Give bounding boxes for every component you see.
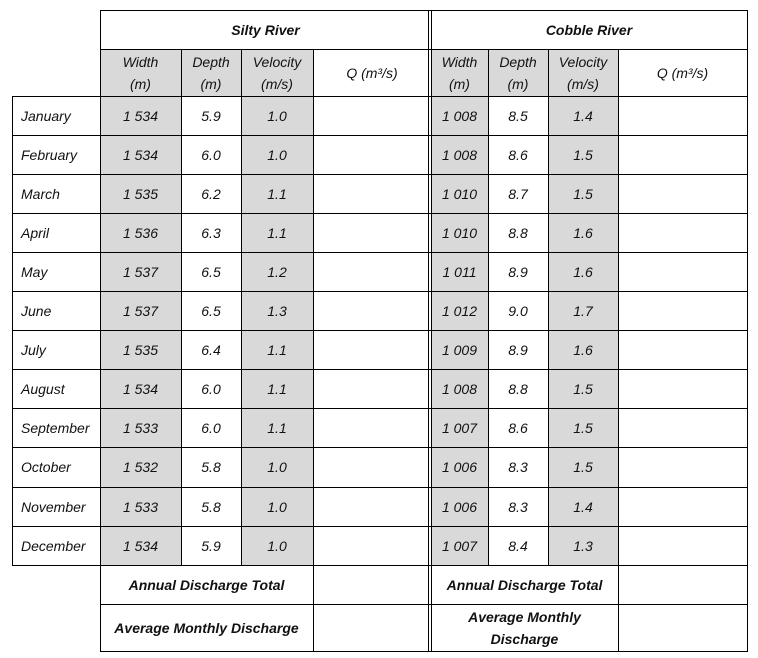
table-cell-depths: 6.0: [201, 380, 221, 397]
table-cell-widths: 1 533: [100, 487, 181, 526]
table-cell-velocities: 1.1: [241, 408, 313, 447]
table-border: [12, 526, 748, 527]
table-border: [12, 96, 13, 566]
table-cell-velocities: 1.3: [548, 526, 618, 565]
table-cell-depths: 5.8: [201, 459, 221, 475]
table-cell-widths: 1 534: [100, 369, 181, 408]
table-cell-q: [313, 369, 431, 408]
table-cell-q: [313, 447, 431, 487]
table-cell-widths: 1 535: [100, 174, 181, 213]
table-border: [12, 291, 748, 292]
table-cell-widths: 1 008: [431, 96, 488, 135]
table-border: [181, 49, 182, 566]
table-cell-depths: 8.6: [508, 146, 528, 163]
table-cell-q: [618, 369, 747, 408]
table-border: [12, 487, 748, 488]
column-header-depth: Depth (m): [181, 49, 241, 96]
table-cell-widths: 1 008: [431, 135, 488, 174]
table-cell-velocities: 1.6: [548, 213, 618, 252]
table-cell-depths: 8.3: [508, 498, 528, 515]
table-border: [488, 49, 489, 566]
annual-discharge-value: [618, 565, 747, 604]
table-cell-velocities: 1.0: [241, 96, 313, 135]
average-discharge-value: [313, 604, 431, 651]
month-label: August: [21, 380, 65, 397]
average-discharge-label: Average Monthly Discharge: [468, 608, 581, 647]
table-border: [12, 252, 748, 253]
table-cell-velocities: 1.0: [241, 526, 313, 565]
table-border: [548, 49, 549, 566]
table-border: [313, 49, 314, 652]
table-cell-velocities: 1.1: [241, 330, 313, 369]
table-cell-depths: 8.8: [508, 224, 528, 241]
table-cell-q: [618, 174, 747, 213]
column-header-q: Q (m³/s): [656, 64, 709, 81]
month-label: June: [21, 302, 52, 319]
table-cell-velocities: 1.4: [548, 487, 618, 526]
table-border: [100, 49, 748, 50]
table-cell-q: [618, 291, 747, 330]
table-cell-velocities: 1.5: [548, 135, 618, 174]
table-cell-widths: 1 006: [431, 487, 488, 526]
month-label: November: [21, 498, 86, 515]
month-label: December: [21, 537, 86, 554]
column-header-width: Width (m): [100, 49, 181, 96]
table-border: [100, 651, 748, 652]
table-border: [618, 49, 619, 652]
table-cell-q: [618, 447, 747, 487]
table-border: [747, 10, 748, 652]
table-cell-widths: 1 007: [431, 526, 488, 565]
table-cell-q: [313, 174, 431, 213]
table-cell-depths: 8.9: [508, 341, 528, 358]
table-cell-velocities: 1.5: [548, 174, 618, 213]
table-cell-velocities: 1.4: [548, 96, 618, 135]
table-cell-q: [618, 96, 747, 135]
month-label: May: [21, 263, 48, 280]
table-cell-depths: 8.8: [508, 380, 528, 397]
month-label: February: [21, 146, 78, 163]
table-cell-widths: 1 008: [431, 369, 488, 408]
month-label: April: [21, 224, 50, 241]
table-cell-velocities: 1.5: [548, 369, 618, 408]
column-header-q: Q (m³/s): [346, 64, 398, 81]
month-label: September: [21, 419, 90, 436]
table-cell-widths: 1 535: [100, 330, 181, 369]
table-cell-velocities: 1.0: [241, 135, 313, 174]
table-border: [12, 565, 748, 566]
table-cell-depths: 5.9: [201, 107, 221, 124]
table-cell-widths: 1 012: [431, 291, 488, 330]
table-cell-velocities: 1.1: [241, 213, 313, 252]
table-border: [12, 96, 748, 97]
table-cell-widths: 1 009: [431, 330, 488, 369]
table-cell-widths: 1 011: [431, 252, 488, 291]
table-cell-widths: 1 006: [431, 447, 488, 487]
table-cell-widths: 1 534: [100, 526, 181, 565]
table-border: [12, 174, 748, 175]
table-cell-velocities: 1.0: [241, 447, 313, 487]
table-cell-q: [618, 135, 747, 174]
table-cell-widths: 1 532: [100, 447, 181, 487]
table-cell-depths: 6.5: [201, 302, 221, 319]
table-cell-velocities: 1.5: [548, 408, 618, 447]
column-header-velocity: Velocity (m/s): [241, 49, 313, 96]
table-border: [12, 213, 748, 214]
average-discharge-value: [618, 604, 747, 651]
table-cell-widths: 1 010: [431, 174, 488, 213]
table-border: [12, 408, 748, 409]
table-cell-q: [618, 213, 747, 252]
column-header-depth: Depth (m): [488, 49, 548, 96]
table-cell-widths: 1 536: [100, 213, 181, 252]
table-border: [12, 330, 748, 331]
table-cell-q: [618, 526, 747, 565]
table-cell-depths: 5.9: [201, 537, 221, 554]
table-cell-velocities: 1.2: [241, 252, 313, 291]
table-cell-depths: 8.7: [508, 185, 528, 202]
table-cell-widths: 1 533: [100, 408, 181, 447]
table-cell-q: [313, 213, 431, 252]
table-border: [100, 604, 748, 605]
month-label: March: [21, 185, 60, 202]
table-cell-depths: 8.9: [508, 263, 528, 280]
table-cell-depths: 9.0: [508, 302, 528, 319]
table-cell-q: [313, 526, 431, 565]
table-cell-widths: 1 534: [100, 96, 181, 135]
table-cell-velocities: 1.6: [548, 330, 618, 369]
table-cell-q: [618, 408, 747, 447]
table-cell-q: [313, 96, 431, 135]
table-border: [100, 10, 748, 11]
table-cell-widths: 1 537: [100, 291, 181, 330]
table-cell-velocities: 1.5: [548, 447, 618, 487]
table-cell-velocities: 1.1: [241, 174, 313, 213]
annual-discharge-label: Annual Discharge Total: [128, 576, 285, 593]
river-title: Silty River: [231, 21, 300, 38]
table-cell-depths: 6.0: [201, 419, 221, 436]
table-border: [12, 369, 748, 370]
table-cell-widths: 1 010: [431, 213, 488, 252]
table-cell-q: [313, 291, 431, 330]
table-cell-depths: 6.3: [201, 224, 221, 241]
table-cell-q: [618, 252, 747, 291]
table-cell-depths: 8.5: [508, 107, 528, 124]
table-cell-depths: 6.4: [201, 341, 221, 358]
column-header-velocity: Velocity (m/s): [548, 49, 618, 96]
table-cell-q: [313, 252, 431, 291]
table-cell-velocities: 1.7: [548, 291, 618, 330]
column-header-width: Width (m): [431, 49, 488, 96]
month-label: October: [21, 459, 71, 475]
table-border: [241, 49, 242, 566]
table-cell-q: [618, 330, 747, 369]
table-border: [100, 10, 101, 652]
table-border: [431, 10, 432, 652]
table-cell-velocities: 1.3: [241, 291, 313, 330]
table-border: [12, 447, 748, 448]
month-label: July: [21, 341, 46, 358]
table-cell-widths: 1 534: [100, 135, 181, 174]
annual-discharge-value: [313, 565, 431, 604]
table-cell-widths: 1 007: [431, 408, 488, 447]
table-cell-velocities: 1.0: [241, 487, 313, 526]
table-cell-depths: 6.2: [201, 185, 221, 202]
table-cell-depths: 8.4: [508, 537, 528, 554]
table-cell-depths: 6.0: [201, 146, 221, 163]
table-cell-q: [313, 408, 431, 447]
table-cell-depths: 5.8: [201, 498, 221, 515]
month-label: January: [21, 107, 71, 124]
table-cell-q: [313, 135, 431, 174]
table-cell-depths: 8.3: [508, 459, 528, 475]
table-border: [12, 135, 748, 136]
table-cell-widths: 1 537: [100, 252, 181, 291]
table-cell-depths: 8.6: [508, 419, 528, 436]
river-title: Cobble River: [545, 21, 633, 38]
table-border: [428, 10, 429, 652]
average-discharge-label: Average Monthly Discharge: [114, 619, 299, 636]
table-cell-q: [313, 487, 431, 526]
table-cell-q: [313, 330, 431, 369]
table-cell-q: [618, 487, 747, 526]
annual-discharge-label: Annual Discharge Total: [446, 576, 603, 593]
table-cell-velocities: 1.6: [548, 252, 618, 291]
table-cell-depths: 6.5: [201, 263, 221, 280]
table-cell-velocities: 1.1: [241, 369, 313, 408]
